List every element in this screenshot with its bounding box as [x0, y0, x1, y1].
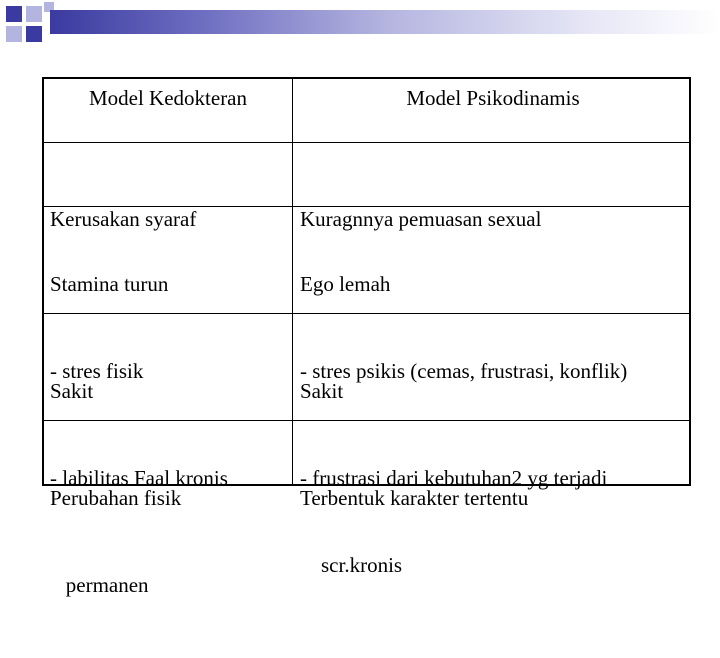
header-gradient-bar: [50, 10, 720, 34]
decor-square: [6, 6, 22, 22]
cell-line: - stres fisik: [50, 359, 144, 383]
row4-right: [300, 426, 528, 571]
cell-line: - labilitas Faal kronis: [50, 466, 228, 490]
cell-line: Ego lemah: [300, 272, 391, 296]
header-model-kedokteran: Model Kedokteran: [88, 86, 248, 110]
comparison-table: [42, 77, 691, 597]
cell-line: scr.kronis: [300, 553, 403, 577]
cell-line: Kerusakan syaraf: [50, 207, 197, 231]
cell-line: permanen: [50, 573, 149, 597]
row4-left: [50, 426, 181, 658]
cell-line: Sakit: [300, 379, 344, 403]
decor-square: [26, 6, 42, 22]
cell-line: Stamina turun: [50, 272, 169, 296]
decor-square: [6, 26, 22, 42]
cell-line: - stres psikis (cemas, frustrasi, konflik): [300, 359, 628, 383]
cell-line: Kuragnnya pemuasan sexual: [300, 207, 542, 231]
cell-line: Terbentuk karakter tertentu: [300, 486, 529, 510]
header-model-psikodinamis: Model Psikodinamis: [406, 86, 580, 110]
cell-line: Perubahan fisik: [50, 486, 182, 510]
cell-line: - frustrasi dari kebutuhan2 yg terjadi: [300, 466, 608, 490]
column-divider: [292, 79, 293, 484]
row-divider: [44, 142, 689, 143]
decor-square: [26, 26, 42, 42]
cell-line: Sakit: [50, 379, 94, 403]
